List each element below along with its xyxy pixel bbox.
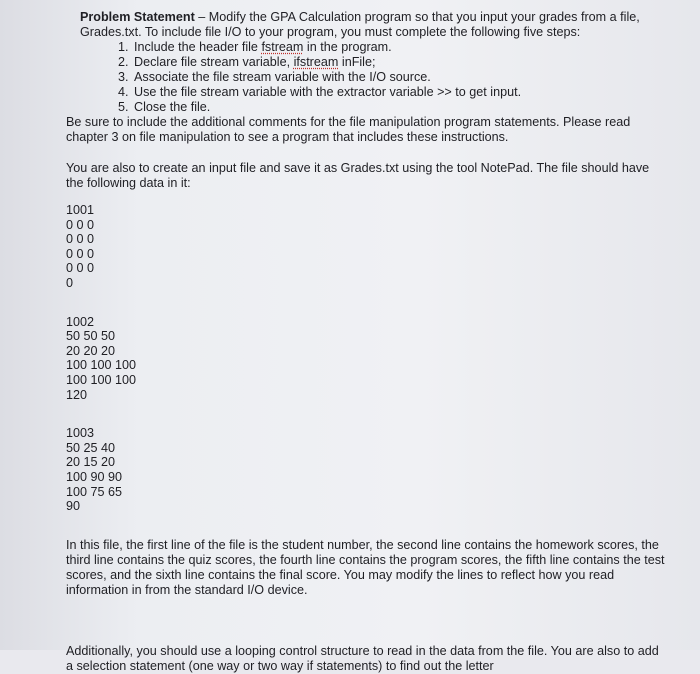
data-line: 20 20 20 [66, 343, 116, 358]
problem-statement-heading: Problem Statement [80, 10, 195, 24]
keyword-fstream: fstream [261, 40, 304, 54]
data-line: 0 [66, 275, 74, 290]
data-line: 20 15 20 [66, 455, 116, 470]
data-line: 100 100 100 [66, 372, 137, 387]
step-item: 5. Close the file. [118, 100, 211, 114]
data-block-1002 [66, 315, 666, 403]
data-line: 0 0 0 [66, 261, 95, 276]
input-file-note: You are also to create an input file and save it as Grades.txt using the tool NotePad. The file should have the following data in it: [66, 161, 650, 190]
data-line: 100 100 100 [66, 358, 137, 373]
comments-note: Be sure to include the additional comments for the file manipulation program statements. Please read chapter 3 on file manipulation to see a program that includes these instructions. [66, 115, 631, 144]
step-item: 2. Declare file stream variable, ifstream inFile; [118, 55, 376, 69]
steps-list [66, 40, 666, 115]
data-line: 90 [66, 499, 81, 514]
data-line: 0 0 0 [66, 232, 95, 247]
data-line: 120 [66, 387, 88, 402]
step-item: 1. Include the header file fstream in the program. [118, 40, 392, 54]
data-line: 1001 [66, 203, 95, 217]
data-line: 0 0 0 [66, 217, 95, 232]
additional-note: Additionally, you should use a looping control structure to read in the data from the file. You are also to add a selection statement (one way or two way if statements) to find out the letter [66, 643, 659, 673]
data-line: 50 50 50 [66, 329, 116, 344]
step-item: 4. Use the file stream variable with the extractor variable >> to get input. [118, 85, 522, 99]
data-line: 0 0 0 [66, 246, 95, 261]
problem-statement-intro [66, 10, 666, 40]
data-line: 50 25 40 [66, 440, 116, 455]
keyword-ifstream: ifstream [293, 55, 339, 69]
data-line: 100 75 65 [66, 484, 123, 499]
data-line: 1002 [66, 314, 95, 329]
data-line: 100 90 90 [66, 469, 123, 484]
document-content [66, 10, 666, 674]
data-block-1003 [66, 426, 666, 514]
problem-statement-text: – Modify the GPA Calculation program so that you input your grades from a file, Grades.txt. To include file I/O to your program, you must complete the following five steps: [80, 10, 640, 39]
data-block-1001 [66, 203, 666, 291]
data-line: 1003 [66, 426, 95, 441]
step-item: 3. Associate the file stream variable with the I/O source. [118, 70, 431, 84]
file-description: In this file, the first line of the file is the student number, the second line contains the homework scores, the third line contains the quiz scores, the fourth line contains the program scores, the fifth line contains the test scores, and the sixth line contains the final score. You may modify the lines to reflect how you read information in from the standard I/O device. [66, 537, 665, 597]
